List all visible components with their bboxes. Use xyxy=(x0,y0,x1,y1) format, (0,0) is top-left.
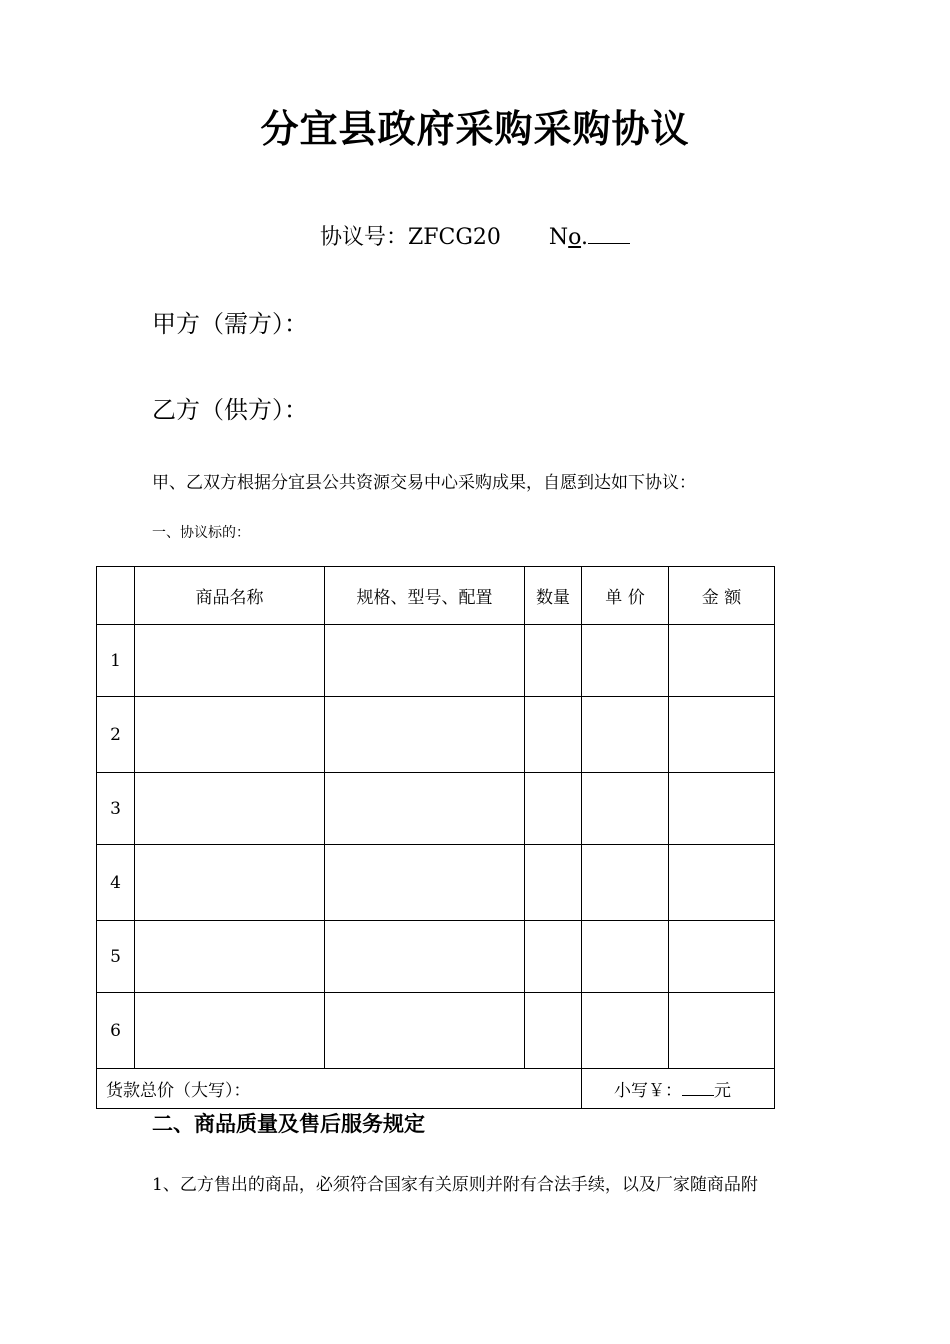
cell-spec[interactable] xyxy=(325,625,525,697)
table-total-row xyxy=(97,1069,775,1109)
cell-spec[interactable] xyxy=(325,697,525,773)
clause-1-text: 1、乙方售出的商品，必须符合国家有关原则并附有合法手续，以及厂家随商品附 xyxy=(152,1175,758,1195)
table-row xyxy=(97,993,775,1069)
cell-quantity[interactable] xyxy=(525,993,582,1069)
total-in-words-label: 货款总价（大写）： xyxy=(97,1069,582,1109)
cell-quantity[interactable] xyxy=(525,697,582,773)
cell-amount[interactable] xyxy=(669,993,775,1069)
document-title: 分宜县政府采购采购协议 xyxy=(260,107,690,151)
cell-product-name[interactable] xyxy=(135,773,325,845)
row-number: 3 xyxy=(97,773,135,845)
table-row xyxy=(97,625,775,697)
header-product-name: 商品名称 xyxy=(135,567,325,625)
cell-product-name[interactable] xyxy=(135,625,325,697)
header-unit-price: 单 价 xyxy=(582,567,669,625)
items-table xyxy=(96,566,775,1109)
number-blank xyxy=(588,225,630,244)
header-amount: 金 额 xyxy=(669,567,775,625)
number-sign-o: o xyxy=(568,225,582,250)
cell-amount[interactable] xyxy=(669,697,775,773)
cell-product-name[interactable] xyxy=(135,697,325,773)
party-b-label: 乙方（供方）： xyxy=(152,396,308,424)
cell-quantity[interactable] xyxy=(525,845,582,921)
cell-product-name[interactable] xyxy=(135,993,325,1069)
number-sign-n: N xyxy=(548,225,569,250)
table-row xyxy=(97,697,775,773)
section-1-heading: 一、协议标的： xyxy=(152,525,250,541)
cell-unit-price[interactable] xyxy=(582,921,669,993)
small-total-blank xyxy=(682,1077,714,1096)
total-in-figures xyxy=(582,1069,775,1109)
cell-spec[interactable] xyxy=(325,993,525,1069)
cell-quantity[interactable] xyxy=(525,625,582,697)
header-index xyxy=(97,567,135,625)
cell-quantity[interactable] xyxy=(525,921,582,993)
row-number: 1 xyxy=(97,625,135,697)
cell-unit-price[interactable] xyxy=(582,773,669,845)
cell-unit-price[interactable] xyxy=(582,625,669,697)
table-row xyxy=(97,921,775,993)
cell-spec[interactable] xyxy=(325,845,525,921)
cell-spec[interactable] xyxy=(325,773,525,845)
agreement-number-label: 协议号：ZFCG20 xyxy=(319,225,501,250)
cell-amount[interactable] xyxy=(669,845,775,921)
cell-unit-price[interactable] xyxy=(582,845,669,921)
yuan-label: 元 xyxy=(714,1081,731,1101)
header-quantity: 数量 xyxy=(525,567,582,625)
section-2-heading: 二、商品质量及售后服务规定 xyxy=(152,1112,425,1136)
cell-amount[interactable] xyxy=(669,773,775,845)
cell-unit-price[interactable] xyxy=(582,993,669,1069)
party-a-label: 甲方（需方）： xyxy=(152,310,308,338)
cell-product-name[interactable] xyxy=(135,921,325,993)
number-sign-dot: . xyxy=(581,225,589,250)
table-row xyxy=(97,845,775,921)
table-row xyxy=(97,773,775,845)
row-number: 6 xyxy=(97,993,135,1069)
table-header-row xyxy=(97,567,775,625)
header-spec: 规格、型号、配置 xyxy=(325,567,525,625)
row-number: 2 xyxy=(97,697,135,773)
cell-amount[interactable] xyxy=(669,625,775,697)
agreement-number-line xyxy=(0,220,950,251)
row-number: 5 xyxy=(97,921,135,993)
intro-paragraph: 甲、乙双方根据分宜县公共资源交易中心采购成果，自愿到达如下协议： xyxy=(152,473,696,493)
cell-amount[interactable] xyxy=(669,921,775,993)
cell-spec[interactable] xyxy=(325,921,525,993)
row-number: 4 xyxy=(97,845,135,921)
small-total-label: 小写￥： xyxy=(614,1081,682,1101)
cell-unit-price[interactable] xyxy=(582,697,669,773)
cell-product-name[interactable] xyxy=(135,845,325,921)
cell-quantity[interactable] xyxy=(525,773,582,845)
